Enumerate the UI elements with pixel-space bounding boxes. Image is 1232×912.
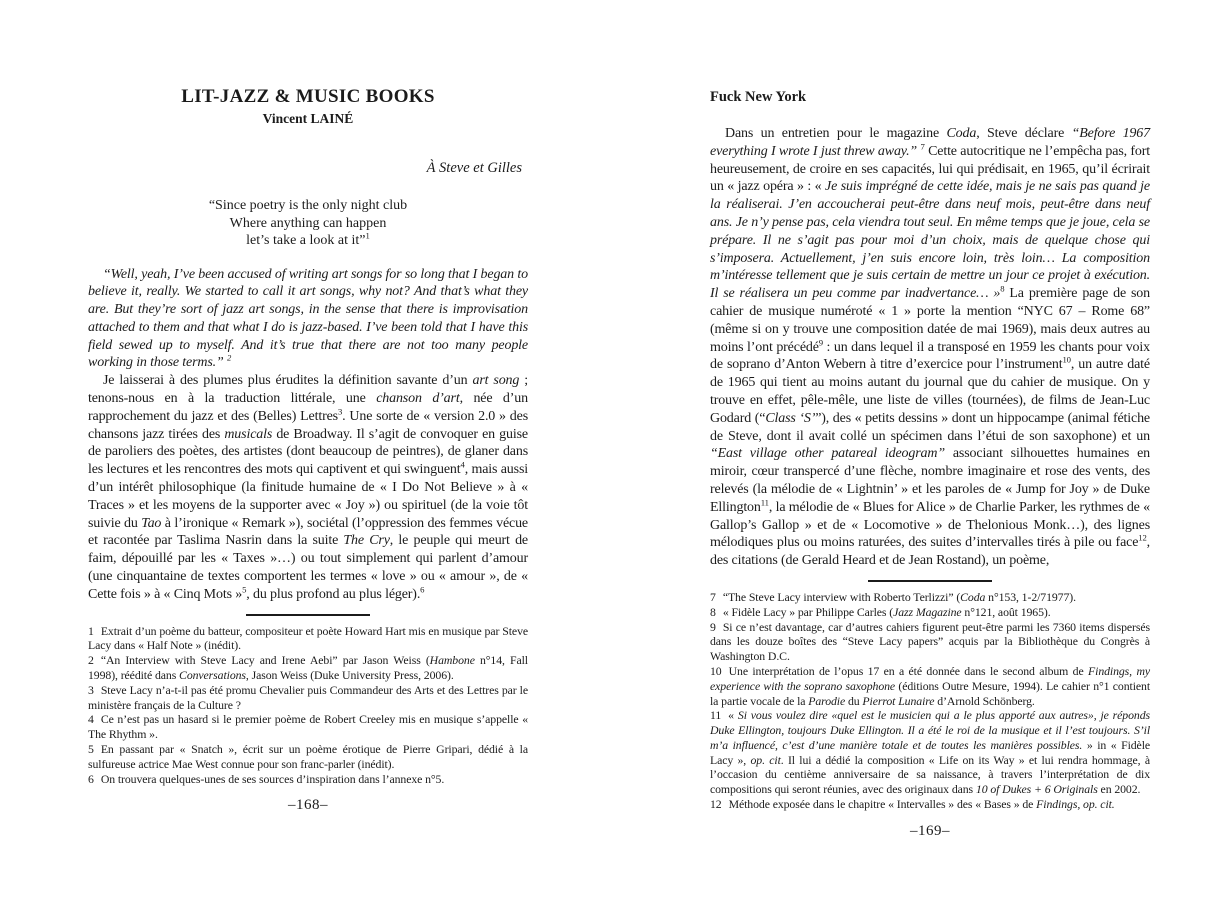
body-paragraph: Dans un entretien pour le magazine Coda, Steve déclare “Before 1967 everything I wrote I just threw away.” $^7$ Cette autocritique ne l’empêcha pas, fort heureusement, de croire en ses capacités, lui qui prédisait, en 1965, qu’il écrirait un « jazz opéra » : « Je suis imprégné de cette idée, mais je ne sais pas quand je la réaliserai. J’en accoucherai peut-être dans neuf mois, peut-être dans neuf ans. Je n’y pense pas, cela viendra tout seul. En même temps que je joue, cela se prépare. Il ne s’agit pas pour moi d’un choix, mais de quelque chose qui s’imposera. Actuellement, j’en suis encore loin, très loin… La composition m’intéresse tellement que je suis certain de mettre un jour ce projet à exécution. Il se réalisera un peu comme par inadvertance… »$^8$ La première page de son cahier de musique numéroté « 1 » porte la mention “NYC 67 – Rome 68” (même si on y trouve une composition datée de mai 1969), mais deux autres au moins l’ont précédé$^9$ : un dans lequel il a transposé en 1959 les chants pour voix de soprano d’Anton Webern à titre d’exercice pour l’instrument$^{10}$, un autre daté de 1965 qui tient au moins autant du journal que du cahier de musique. On y trouve en effet, pêle-mêle, une liste de villes (tournées), de films de Jean-Luc Godard (“Class ‘S’”), des « petits dessins » dont un hippocampe (animal fétiche de Steve, dont il avait collé un spécimen dans l’étui de son saxophone) et un “East village other patareal ideogram” associant silhouettes humaines en miroir, cœur transpercé d’une flèche, nombre imaginaire et rose des vents, des relevés (la mélodie de « Lightnin’ » et les paroles de « Jump for Joy » de Duke Ellington$^{11}$, la mélodie de « Blues for Alice » de Charlie Parker, les rythmes de « Gallop’s Gallop » et de « Locomotive » de Thelonious Monk…), des lignes mélodiques plus ou moins raturées, des suites d’intervalles tirés à pile ou face$^{12}$, des citations (de Gerald Heard et de Jean Rostand), un poème,: [710, 126, 1150, 569]
footnote: 10 Une interprétation de l’opus 17 en a été donnée dans le second album de Findings, my experience with the soprano saxophone (éditions Outre Mesure, 1994). Le cahier n°1 contient la partie vocale de la Parodie du Pierrot Lunaire d’Arnold Schönberg.: [710, 663, 1151, 708]
footnotes-left: [88, 624, 528, 787]
footnote: 7 “The Steve Lacy interview with Roberto Terlizzi” (Coda n°153, 1-2/71977).: [710, 589, 1076, 604]
footnotes-right: [710, 590, 1150, 812]
footnote: 11 « Si vous voulez dire «quel est le musicien qui a le plus apporté aux autres», je réponds Duke Ellington, toujours Duke Ellington. Il a été le roi de la musique et il l’est toujours. S’il m’a influencé, c’est d’une manière totale et de toutes les manières possibles. » in « Fidèle Lacy », op. cit. Il lui a dédié la composition « Life on its Way » et lui rendra hommage, à l’occasion du centième anniversaire de sa naissance, à travers l’interprétation de dix compositions qui seront réunies, avec des originaux dans 10 of Dukes + 6 Originals en 2002.: [710, 708, 1151, 797]
footnote: 12 Méthode exposée dans le chapitre « Intervalles » des « Bases » de Findings, op. cit.: [710, 797, 1115, 812]
block-quote: “Well, yeah, I’ve been accused of writing art songs for so long that I began to believe it, really. We started to call it art songs, why not? And that’s what they are. But they’re sort of jazz art songs, in the sense that there is improvisation attached to them and that what I do is jazz-based. I’ve been told that I have this field sewed up to myself. And it’s true that there are not too many people working in those terms.” $^2$: [88, 266, 528, 371]
footnote: 2 “An Interview with Steve Lacy and Irene Aebi” par Jason Weiss (Hambone n°14, Fall 1998), réédité dans Conversations, Jason Weiss (Duke University Press, 2006).: [88, 653, 528, 683]
footnote: 6 On trouvera quelques-unes de ses sources d’inspiration dans l’annexe n°5.: [88, 771, 445, 786]
footnote: 3 Steve Lacy n’a-t-il pas été promu Chevalier puis Commandeur des Arts et des Lettres par le ministère français de la Culture ?: [88, 682, 528, 712]
footnote: 4 Ce n’est pas un hasard si le premier poème de Robert Creeley mis en musique s’appelle « The Rhythm ».: [88, 712, 528, 742]
footnote: 8 « Fidèle Lacy » par Philippe Carles (Jazz Magazine n°121, août 1965).: [710, 604, 1051, 619]
section-heading: Fuck New York: [710, 89, 807, 105]
page-right: [710, 0, 1150, 840]
article-author: Vincent LAINÉ: [262, 111, 354, 126]
epigraph-line: let’s take a look at it”$^1$: [246, 230, 370, 248]
page-number-right: –169–: [910, 822, 950, 839]
body-paragraph: Je laisserai à des plumes plus érudites la définition savante d’un art song ; tenons-nous en à la traduction littérale, une chanson d’art, née d’un rapprochement du jazz et des (Belles) Lettres$^3$. Une sorte de « version 2.0 » des chansons jazz tirées des musicals de Broadway. Il s’agit de convoquer en guise de paroliers des poètes, des artistes (dont beaucoup de peintres), de glaner dans les lectures et les rencontres des mots qui captivent et qui swinguent$^4$, mais aussi d’un intérêt philosophique (la finitude humaine de « I Do Not Believe » à « Traces » et les moyens de la supporter avec « Joy ») ou spirituel (de la voie tôt suivie du Tao à l’ironique « Remark »), sociétal (l’oppression des femmes vécue et racontée par Taslima Nasrin dans la suite The Cry, le peuple qui meurt de faim, dépouillé par les « Taxes »…) ou tout simplement qui parlent d’amour (une cinquantaine de textes comportent les termes « love » ou « amour », de « Cette fois » à « Cinq Mots »$^5$, du plus profond au plus léger).$^6$: [88, 373, 529, 602]
footnote-rule: [246, 614, 370, 616]
footnote: 9 Si ce n’est davantage, car d’autres cahiers figurent peut-être parmi les 7360 items dispersés dans les douze boîtes des “Steve Lacy papers” acquis par la Bibliothèque du Congrès à Washington D.C.: [710, 619, 1150, 664]
epigraph-line: “Since poetry is the only night club: [208, 198, 408, 213]
epigraph-line: Where anything can happen: [229, 215, 387, 231]
page-left: [88, 0, 528, 814]
footnote: 5 En passant par « Snatch », écrit sur un poème érotique de Pierre Gripari, dédié à la sulfureuse actrice Mae West connue pour son franc-parler (inédit).: [88, 742, 528, 771]
article-title: LIT-JAZZ & MUSIC BOOKS: [181, 86, 435, 107]
page-number-left: –168–: [288, 797, 328, 814]
epigraph: [88, 197, 528, 250]
footnote-rule: [868, 580, 992, 582]
footnote: 1 Extrait d’un poème du batteur, compositeur et poète Howard Hart mis en musique par Steve Lacy dans « Half Note » (inédit).: [88, 623, 528, 653]
dedication: À Steve et Gilles: [426, 160, 522, 176]
